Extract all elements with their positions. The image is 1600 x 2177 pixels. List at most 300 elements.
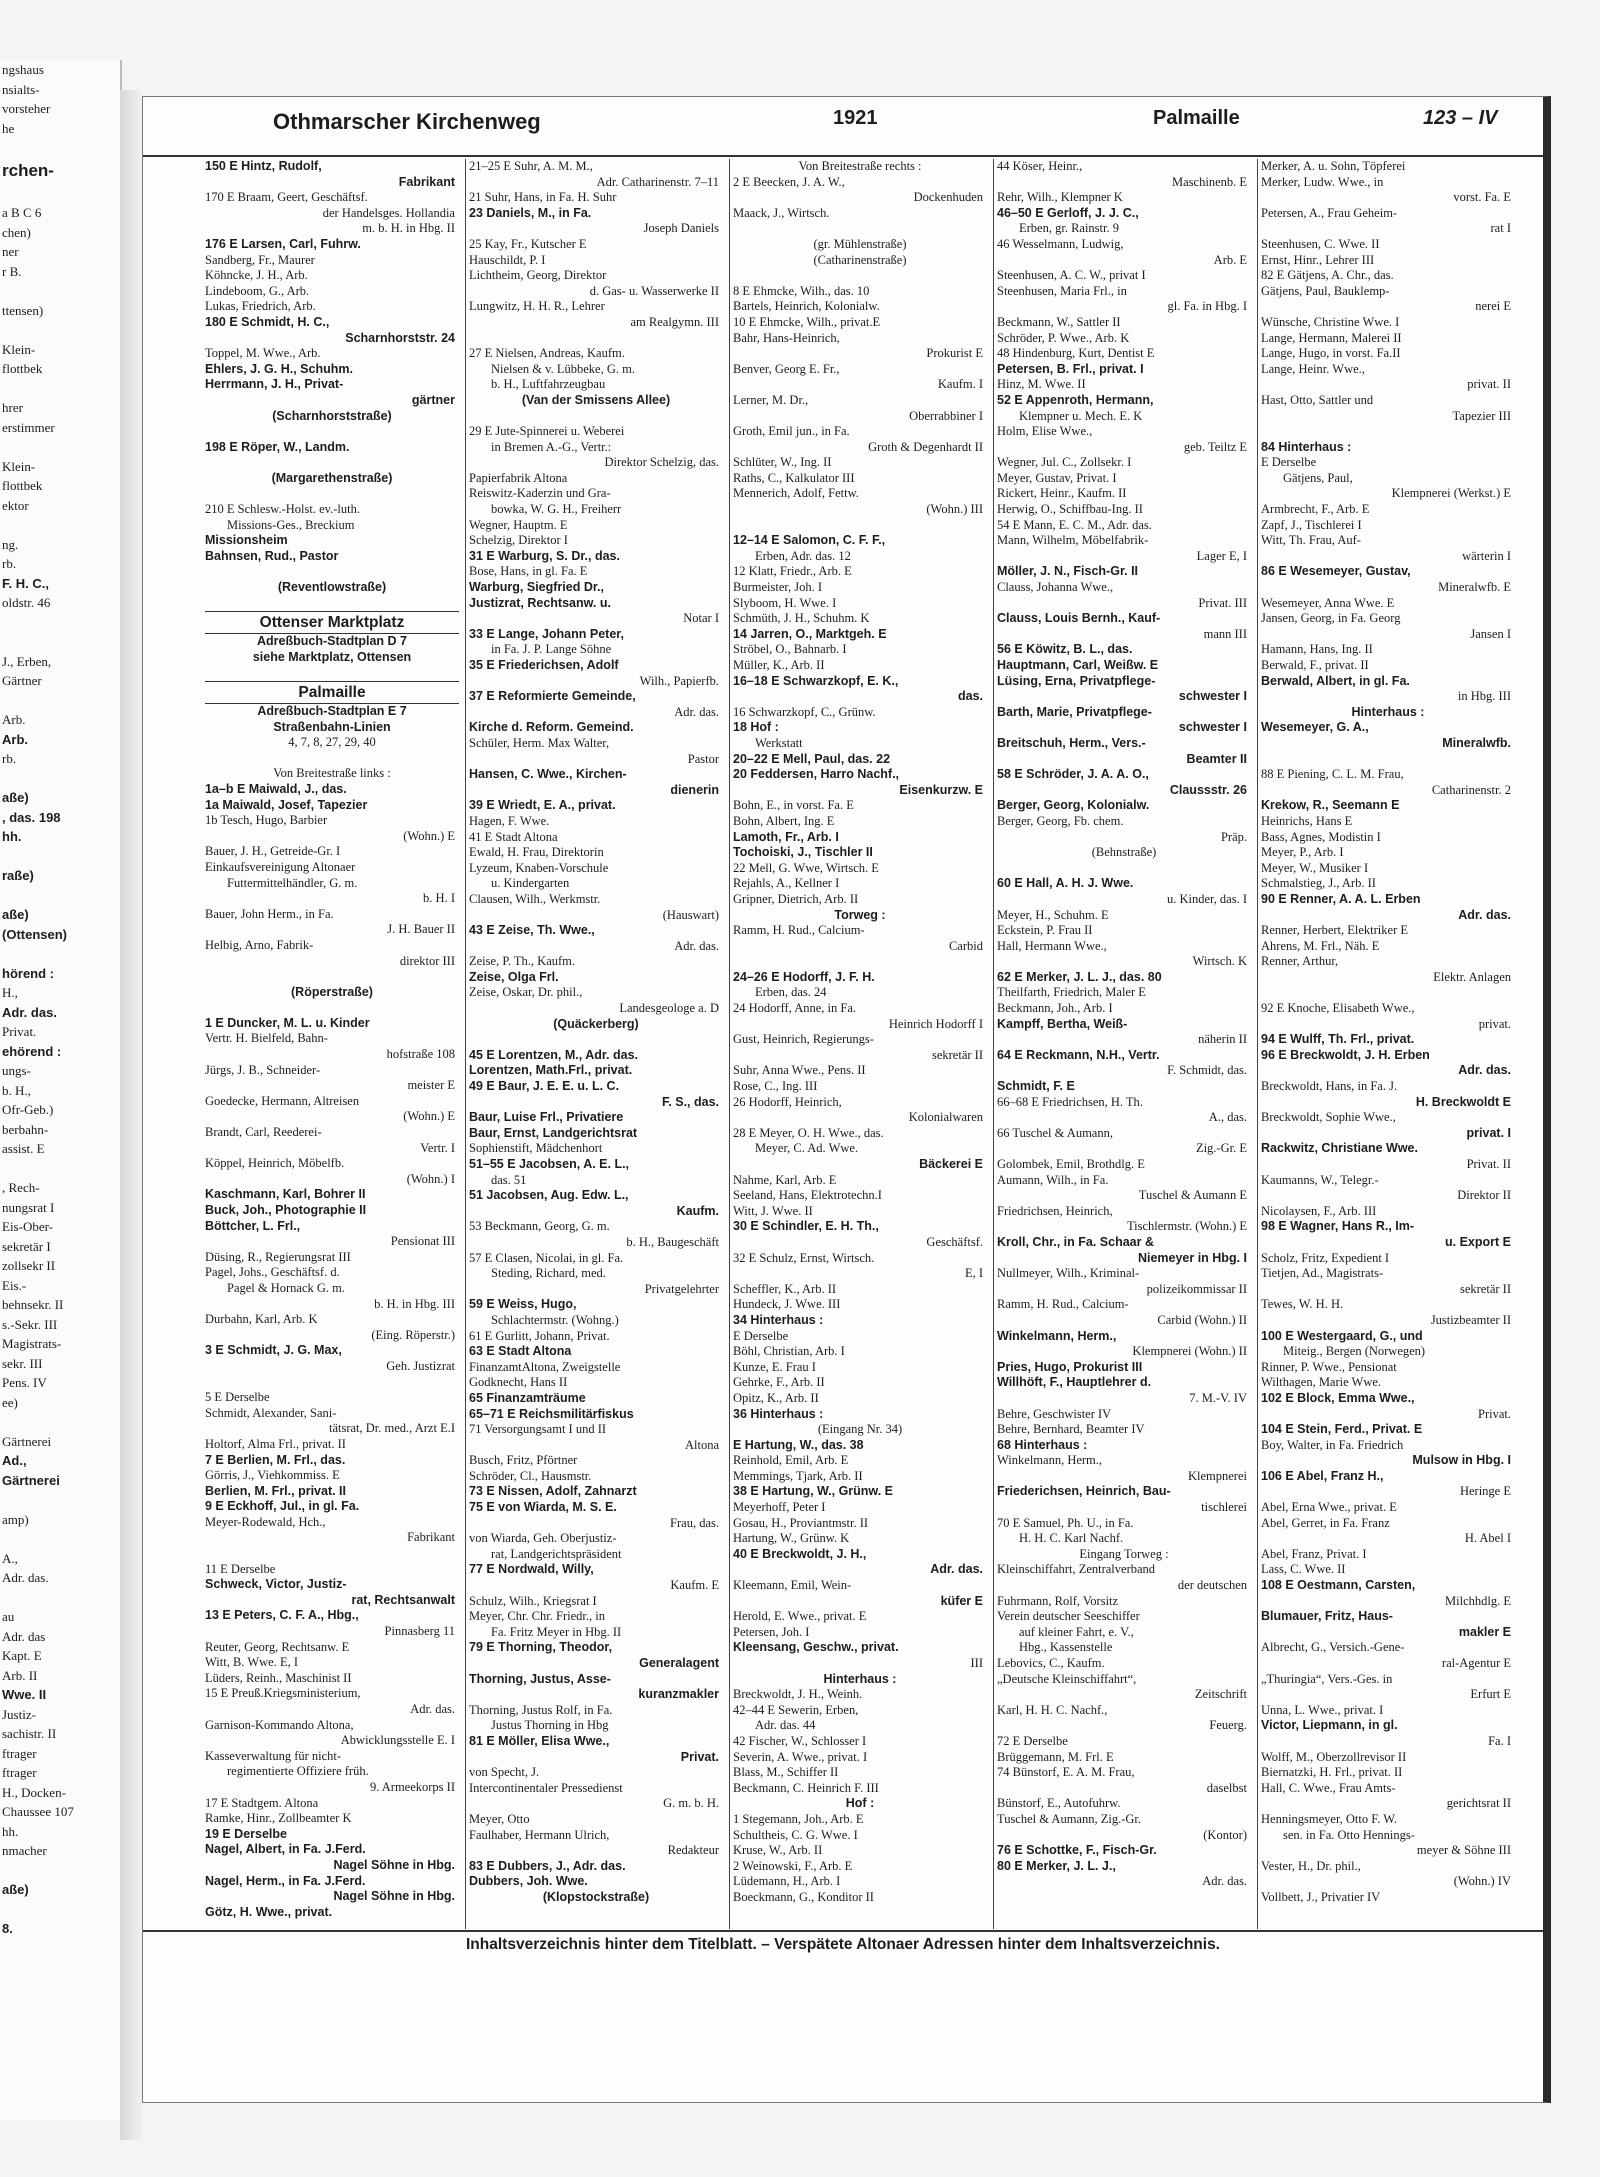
- directory-entry: „Deutsche Kleinschiffahrt“,: [997, 1671, 1137, 1686]
- directory-entry: Hbg., Kassenstelle: [1019, 1640, 1113, 1655]
- strip-line: Adr. das.: [2, 1570, 49, 1585]
- directory-entry: Eckstein, P. Frau II: [997, 923, 1093, 938]
- directory-entry: Berger, Georg, Fb. chem.: [997, 813, 1124, 828]
- directory-entry: Möller, J. N., Fisch-Gr. II: [997, 564, 1139, 579]
- directory-entry: Kaufm. E: [670, 1578, 719, 1593]
- directory-entry: 66–68 E Friedrichsen, H. Th.: [997, 1094, 1143, 1109]
- directory-entry: Lichtheim, Georg, Direktor: [469, 268, 607, 283]
- directory-entry: Friederichsen, Heinrich, Bau-: [997, 1484, 1171, 1499]
- directory-entry: 57 E Clasen, Nicolai, in gl. Fa.: [469, 1250, 624, 1265]
- directory-entry: vorst. Fa. E: [1453, 190, 1511, 205]
- directory-entry: Tochoiski, J., Tischler II: [733, 845, 873, 860]
- directory-entry: Elektr. Anlagen: [1433, 969, 1511, 984]
- directory-entry: Niemeyer in Hbg. I: [1137, 1250, 1247, 1265]
- directory-entry: 1 Stegemann, Joh., Arb. E: [733, 1811, 864, 1826]
- directory-entry: 48 Hindenburg, Kurt, Dentist E: [997, 346, 1155, 361]
- directory-entry: Lange, Hermann, Malerei II: [1261, 330, 1402, 345]
- strip-line: Wwe. II: [2, 1687, 47, 1702]
- directory-entry: 26 Hodorff, Heinrich,: [733, 1094, 842, 1109]
- directory-column-5: [1261, 159, 1515, 1919]
- directory-entry: Götz, H. Wwe., privat.: [205, 1904, 333, 1919]
- directory-entry: sekretär II: [931, 1047, 983, 1062]
- directory-entry: Adreßbuch-Stadtplan D 7: [256, 634, 407, 649]
- directory-entry: Armbrecht, F., Arb. E: [1261, 502, 1370, 517]
- directory-entry: gl. Fa. in Hbg. I: [1167, 299, 1247, 314]
- directory-entry: Renner, Arthur,: [1261, 954, 1339, 969]
- directory-entry: Steenhusen, C. Wwe. II: [1261, 236, 1380, 251]
- directory-entry: Lager E, I: [1196, 548, 1247, 563]
- directory-entry: Willhöft, F., Hauptlehrer d.: [997, 1375, 1152, 1390]
- directory-entry: Düsing, R., Regierungsrat III: [205, 1249, 351, 1264]
- directory-entry: 21–25 E Suhr, A. M. M.,: [469, 159, 593, 173]
- directory-entry: Meyer, P., Arb. I: [1261, 845, 1344, 860]
- directory-entry: [1261, 985, 1515, 1001]
- directory-entry: Ramke, Hinr., Zollbeamter K: [205, 1811, 352, 1826]
- directory-entry: Gosau, H., Proviantmstr. II: [733, 1515, 869, 1530]
- directory-entry: Mann, Wilhelm, Möbelfabrik-: [997, 533, 1149, 548]
- directory-entry: Nielsen & v. Lübbeke, G. m.: [491, 361, 635, 376]
- directory-entry: Torweg :: [834, 907, 886, 922]
- strip-line: Justiz-: [2, 1706, 36, 1722]
- directory-entry: Brüggemann, M. Frl. E: [997, 1749, 1114, 1764]
- directory-entry: Zeise, Oskar, Dr. phil.,: [469, 985, 583, 1000]
- directory-entry: Witt, J. Wwe. II: [733, 1203, 813, 1218]
- directory-entry: Müller, K., Arb. II: [733, 658, 825, 672]
- directory-entry: 24 Hodorff, Anne, in Fa.: [733, 1001, 857, 1016]
- directory-entry: 198 E Röper, W., Landm.: [205, 439, 350, 454]
- directory-entry: Witt, Th. Frau, Auf-: [1261, 533, 1361, 548]
- directory-entry: 41 E Stadt Altona: [469, 829, 558, 844]
- strip-line: [0, 379, 120, 399]
- directory-entry: Eingang Torweg :: [1079, 1546, 1169, 1561]
- directory-entry: Pinnasberg 11: [384, 1624, 455, 1639]
- directory-entry: Theilfarth, Friedrich, Maler E: [997, 985, 1146, 1000]
- directory-entry: Beckmann, C. Heinrich F. III: [733, 1780, 879, 1795]
- directory-entry: 36 Hinterhaus :: [733, 1406, 824, 1421]
- strip-line: ng.: [2, 536, 19, 552]
- directory-entry: Fabrikant: [398, 174, 455, 189]
- directory-entry: Lange, Hugo, in vorst. Fa.II: [1261, 346, 1401, 361]
- directory-entry: 37 E Reformierte Gemeinde,: [469, 689, 636, 704]
- directory-entry: 72 E Derselbe: [997, 1733, 1068, 1748]
- directory-entry: Schüler, Herm. Max Walter,: [469, 735, 610, 750]
- directory-entry: b. H. in Hbg. III: [374, 1296, 455, 1311]
- directory-entry: H. Abel I: [1464, 1531, 1511, 1546]
- street-name-right: Palmaille: [1153, 107, 1240, 129]
- directory-entry: 59 E Weiss, Hugo,: [469, 1297, 577, 1312]
- directory-entry: 14 Jarren, O., Marktgeh. E: [733, 626, 887, 641]
- directory-entry: 62 E Merker, J. L. J., das. 80: [997, 969, 1162, 984]
- directory-entry: Dubbers, Joh. Wwe.: [469, 1874, 588, 1889]
- directory-entry: Unna, L. Wwe., privat. I: [1261, 1702, 1384, 1717]
- directory-entry: Garnison-Kommando Altona,: [205, 1717, 354, 1732]
- strip-line: Adr. das: [2, 1628, 46, 1644]
- strip-line: H.,: [2, 985, 18, 1000]
- directory-entry: E Derselbe: [1261, 455, 1317, 470]
- directory-entry: tischlerei: [1201, 1500, 1247, 1515]
- directory-entry: nerei E: [1475, 299, 1511, 314]
- directory-entry: 86 E Wesemeyer, Gustav,: [1261, 564, 1411, 579]
- directory-entry: (Eing. Röperstr.): [371, 1327, 455, 1342]
- directory-entry: daselbst: [1206, 1780, 1247, 1795]
- strip-line: zollsekr II: [2, 1258, 56, 1273]
- directory-entry: 180 E Schmidt, H. C.,: [205, 314, 330, 329]
- directory-entry: Tuschel & Aumann E: [1138, 1188, 1247, 1203]
- strip-line: , Rech-: [2, 1180, 40, 1195]
- directory-entry: 77 E Nordwald, Willy,: [469, 1562, 594, 1577]
- directory-entry: 108 E Oestmann, Carsten,: [1261, 1578, 1416, 1593]
- strip-line: [0, 613, 120, 633]
- directory-entry: 9. Armeekorps II: [369, 1779, 455, 1794]
- directory-entry: Hauschildt, P. I: [469, 252, 546, 267]
- directory-entry: Winkelmann, Herm.,: [997, 1328, 1117, 1343]
- directory-entry: rat I: [1490, 221, 1511, 236]
- directory-entry: Privat. II: [1466, 1157, 1511, 1171]
- directory-entry: der deutschen: [1177, 1578, 1247, 1593]
- strip-line: oldstr. 46: [2, 595, 51, 610]
- directory-entry: Adreßbuch-Stadtplan E 7: [257, 704, 407, 718]
- directory-entry: Privat. III: [1198, 595, 1247, 610]
- directory-entry: Von Breitestraße rechts :: [798, 159, 922, 173]
- strip-line: chen): [2, 224, 31, 240]
- directory-entry: Mulsow in Hbg. I: [1412, 1453, 1511, 1468]
- directory-entry: Bose, Hans, in gl. Fa. E: [469, 564, 588, 579]
- directory-entry: (Klopstockstraße): [542, 1889, 650, 1904]
- directory-entry: privat. I: [1466, 1125, 1511, 1140]
- strip-line: hh.: [2, 1823, 19, 1839]
- directory-entry: Lüders, Reinh., Maschinist II: [205, 1670, 352, 1685]
- directory-entry: Blumauer, Fritz, Haus-: [1261, 1609, 1393, 1624]
- directory-entry: „Thuringia“, Vers.-Ges. in: [1261, 1671, 1393, 1686]
- directory-entry: 27 E Nielsen, Andreas, Kaufm.: [469, 346, 625, 361]
- strip-line: Klein-: [2, 341, 36, 357]
- directory-entry: schwester I: [1178, 689, 1247, 704]
- directory-entry: b. H. I: [423, 891, 455, 906]
- directory-entry: E, I: [964, 1266, 983, 1281]
- directory-entry: Behre, Geschwister IV: [997, 1406, 1112, 1421]
- directory-entry: Lerner, M. Dr.,: [733, 392, 809, 407]
- directory-entry: 176 E Larsen, Carl, Fuhrw.: [205, 236, 361, 251]
- directory-entry: Oberrabbiner I: [909, 408, 983, 423]
- directory-entry: (Kontor): [1203, 1827, 1247, 1842]
- directory-entry: 31 E Warburg, S. Dr., das.: [469, 548, 620, 563]
- directory-entry: 3 E Schmidt, J. G. Max,: [205, 1343, 342, 1358]
- directory-entry: Berger, Georg, Kolonialw.: [997, 798, 1150, 813]
- strip-line: [0, 886, 120, 906]
- directory-entry: Meyerhoff, Peter I: [733, 1500, 826, 1515]
- directory-entry: gärtner: [411, 392, 455, 407]
- directory-entry: 18 Hof :: [733, 720, 779, 735]
- directory-entry: u. Kindergarten: [491, 876, 570, 891]
- directory-entry: 19 E Derselbe: [205, 1826, 287, 1841]
- directory-entry: Adr. das.: [1458, 1063, 1511, 1078]
- directory-entry: Einkaufsvereinigung Altonaer: [205, 859, 356, 874]
- directory-entry: Schweck, Victor, Justiz-: [205, 1577, 347, 1592]
- directory-entry: Lebovics, C., Kaufm.: [997, 1656, 1105, 1670]
- directory-entry: 24–26 E Hodorff, J. F. H.: [733, 969, 875, 984]
- strip-line: Magistrats-: [2, 1336, 62, 1351]
- strip-line: aße): [2, 907, 29, 922]
- directory-entry: (Van der Smissens Allee): [521, 392, 671, 407]
- directory-entry: Direktor Schelzig, das.: [604, 455, 719, 470]
- directory-entry: Direktor II: [1457, 1188, 1511, 1203]
- strip-line: [0, 1588, 120, 1608]
- directory-entry: Adr. Catharinenstr. 7–11: [596, 174, 719, 189]
- directory-entry: Holm, Elise Wwe.,: [997, 424, 1093, 439]
- directory-entry: Wesemeyer, Anna Wwe. E: [1261, 595, 1395, 610]
- directory-entry: Fa. I: [1488, 1733, 1511, 1748]
- directory-entry: Kaufm. I: [937, 377, 983, 392]
- directory-entry: 20 Feddersen, Harro Nachf.,: [733, 767, 900, 782]
- directory-entry: siehe Marktplatz, Ottensen: [252, 649, 412, 664]
- directory-entry: Jürgs, J. B., Schneider-: [205, 1062, 321, 1077]
- directory-entry: Rinner, P. Wwe., Pensionat: [1261, 1359, 1397, 1374]
- directory-entry: Ahrens, M. Frl., Näh. E: [1261, 938, 1380, 953]
- directory-entry: (gr. Mühlenstraße): [813, 236, 907, 251]
- directory-entry: Gust, Heinrich, Regierungs-: [733, 1032, 874, 1047]
- directory-entry: Severin, A. Wwe., privat. I: [733, 1749, 868, 1764]
- directory-entry: 98 E Wagner, Hans R., Im-: [1261, 1219, 1415, 1234]
- directory-entry: Gätjens, Paul, Bauklemp-: [1261, 283, 1390, 298]
- strip-line: berbahn-: [2, 1121, 49, 1137]
- directory-entry: Catharinenstr. 2: [1431, 782, 1511, 797]
- directory-entry: Maschinenb. E: [1172, 174, 1247, 189]
- directory-entry: meyer & Söhne III: [1416, 1843, 1511, 1858]
- directory-entry: direktor III: [399, 953, 455, 968]
- directory-entry: 1a–b E Maiwald, J., das.: [205, 781, 347, 796]
- directory-entry: geb. Teiltz E: [1183, 439, 1247, 454]
- directory-entry: Scharnhorststr. 24: [345, 330, 455, 345]
- strip-line: Arb.: [2, 712, 26, 727]
- directory-entry: meister E: [407, 1078, 455, 1093]
- strip-line: Arb.: [2, 731, 28, 747]
- directory-entry: 7 E Berlien, M. Frl., das.: [205, 1452, 346, 1467]
- directory-entry: Tuschel & Aumann, Zig.-Gr.: [997, 1811, 1141, 1826]
- directory-entry: Warburg, Siegfried Dr.,: [469, 580, 604, 595]
- directory-entry: [205, 751, 459, 767]
- directory-entry: 34 Hinterhaus :: [733, 1312, 824, 1327]
- directory-entry: 42 Fischer, W., Schlosser I: [733, 1733, 867, 1748]
- directory-entry: Verein deutscher Seeschiffer: [997, 1609, 1140, 1624]
- column-divider: [729, 159, 730, 1929]
- directory-entry: b. H., Luftfahrzeugbau: [491, 377, 606, 392]
- directory-entry: Steenhusen, A. C. W., privat I: [997, 268, 1146, 283]
- directory-entry: Meyer, C. Ad. Wwe.: [755, 1141, 859, 1156]
- directory-entry: 11 E Derselbe: [205, 1561, 276, 1576]
- directory-entry: Altona: [684, 1437, 719, 1452]
- strip-line: hörend :: [2, 965, 54, 981]
- directory-entry: das.: [957, 689, 983, 704]
- directory-entry: Raths, C., Kalkulator III: [733, 470, 855, 485]
- directory-entry: 65–71 E Reichsmilitärfiskus: [469, 1406, 634, 1421]
- directory-entry: Carbid: [948, 938, 983, 953]
- directory-entry: Aumann, Wilh., in Fa.: [997, 1172, 1109, 1187]
- directory-entry: Kirche d. Reform. Gemeind.: [469, 720, 634, 735]
- directory-entry: Zig.-Gr. E: [1195, 1141, 1247, 1156]
- directory-entry: 1b Tesch, Hugo, Barbier: [205, 813, 328, 828]
- directory-entry: 17 E Stadtgem. Altona: [205, 1795, 319, 1810]
- directory-entry: 43 E Zeise, Th. Wwe.,: [469, 923, 595, 938]
- directory-entry: Privat.: [1478, 1406, 1511, 1421]
- directory-entry: Heringe E: [1459, 1484, 1511, 1499]
- directory-entry: (Catharinenstraße): [813, 252, 907, 267]
- directory-entry: Lange, Heinr. Wwe.,: [1261, 361, 1365, 376]
- directory-entry: Reinhold, Emil, Arb. E: [733, 1453, 849, 1468]
- directory-entry: [205, 1000, 459, 1016]
- directory-entry: Wirtsch. K: [1192, 954, 1247, 969]
- strip-line: , das. 198: [2, 809, 61, 825]
- directory-entry: Buck, Joh., Photographie II: [205, 1203, 367, 1217]
- strip-line: nmacher: [2, 1843, 47, 1858]
- directory-entry: Godknecht, Hans II: [469, 1375, 568, 1390]
- strip-line: ftrager: [2, 1765, 37, 1780]
- directory-entry: 39 E Wriedt, E. A., privat.: [469, 798, 616, 813]
- directory-entry: Bauer, John Herm., in Fa.: [205, 906, 334, 921]
- directory-entry: Bohn, Albert, Ing. E: [733, 813, 835, 828]
- directory-entry: Berwald, Albert, in gl. Fa.: [1261, 673, 1410, 688]
- directory-entry: Straßenbahn-Linien: [273, 719, 391, 734]
- directory-entry: 2 Weinowski, F., Arb. E: [733, 1858, 853, 1873]
- directory-entry: Landesgeologe a. D: [619, 1001, 719, 1016]
- directory-entry: Scholz, Fritz, Expedient I: [1261, 1250, 1390, 1265]
- directory-entry: 49 E Baur, J. E. E. u. L. C.: [469, 1079, 620, 1094]
- directory-entry: wärterin I: [1462, 548, 1511, 563]
- directory-entry: regimentierte Offiziere früh.: [227, 1764, 369, 1779]
- directory-entry: küfer E: [940, 1593, 983, 1608]
- directory-entry: Schröder, P. Wwe., Arb. K: [997, 330, 1130, 345]
- directory-entry: Maack, J., Wirtsch.: [733, 205, 830, 220]
- directory-entry: Sophienstift, Mädchenhort: [469, 1141, 603, 1156]
- strip-line: erstimmer: [2, 419, 55, 435]
- directory-entry: Böttcher, L. Frl.,: [205, 1218, 301, 1233]
- directory-entry: [205, 1546, 459, 1562]
- directory-entry: 44 Köser, Heinr.,: [997, 159, 1083, 173]
- directory-entry: 25 Kay, Fr., Kutscher E: [469, 236, 587, 251]
- strip-line: amp): [2, 1511, 29, 1527]
- directory-entry: Pries, Hugo, Prokurist III: [997, 1359, 1143, 1374]
- directory-entry: F. S., das.: [662, 1094, 719, 1109]
- directory-entry: 104 E Stein, Ferd., Privat. E: [1261, 1422, 1423, 1437]
- directory-entry: Beamter II: [1186, 751, 1247, 766]
- directory-entry: Schultheis, C. G. Wwe. I: [733, 1827, 858, 1842]
- strip-line: he: [2, 120, 15, 136]
- directory-entry: Slyboom, H. Wwe. I: [733, 595, 837, 610]
- directory-entry: Busch, Fritz, Pförtner: [469, 1453, 578, 1468]
- directory-entry: 74 Bünstorf, E. A. M. Frau,: [997, 1765, 1135, 1780]
- directory-entry: Opitz, K., Arb. II: [733, 1390, 819, 1405]
- directory-entry: rat, Rechtsanwalt: [351, 1592, 455, 1607]
- directory-entry: H. Breckwoldt E: [1415, 1094, 1511, 1109]
- directory-entry: 54 E Mann, E. C. M., Adr. das.: [997, 517, 1152, 532]
- directory-entry: Joseph Daniels: [643, 221, 719, 236]
- directory-entry: Geh. Justizrat: [386, 1358, 455, 1373]
- directory-entry: Privat.: [680, 1749, 719, 1764]
- strip-line: sekretär I: [2, 1238, 51, 1254]
- directory-entry: Klempner u. Mech. E. K: [1019, 408, 1143, 423]
- directory-entry: 46–50 E Gerloff, J. J. C.,: [997, 205, 1139, 220]
- directory-entry: 45 E Lorentzen, M., Adr. das.: [469, 1047, 639, 1062]
- directory-entry: 150 E Hintz, Rudolf,: [205, 159, 322, 173]
- directory-entry: Abel, Gerret, in Fa. Franz: [1261, 1515, 1390, 1530]
- strip-line: hh.: [2, 829, 22, 844]
- directory-entry: b. H., Baugeschäft: [626, 1234, 719, 1249]
- directory-entry: Kasseverwaltung für nicht-: [205, 1748, 342, 1763]
- directory-entry: Benver, Georg E. Fr.,: [733, 361, 840, 376]
- directory-entry: Adr. das. 44: [755, 1718, 816, 1733]
- strip-line: [0, 944, 120, 964]
- strip-line: Gärtnerei: [2, 1433, 52, 1449]
- directory-entry: Wegner, Jul. C., Zollsekr. I: [997, 455, 1132, 470]
- directory-entry: Pagel, Johs., Geschäftsf. d.: [205, 1265, 340, 1280]
- directory-entry: Nagel, Albert, in Fa. J.Ferd.: [205, 1842, 366, 1857]
- strip-line: assist. E: [2, 1141, 45, 1156]
- directory-entry: Herwig, O., Schiffbau-Ing. II: [997, 502, 1143, 517]
- directory-entry: Claussstr. 26: [1169, 782, 1247, 797]
- directory-entry: [469, 331, 723, 347]
- directory-entry: Papierfabrik Altona: [469, 470, 568, 485]
- directory-entry: 102 E Block, Emma Wwe.,: [1261, 1390, 1415, 1405]
- strip-line: aße): [2, 790, 29, 805]
- directory-entry: Meyer, H., Schuhm. E: [997, 907, 1109, 922]
- directory-entry: auf kleiner Fahrt, e. V.,: [1019, 1624, 1134, 1639]
- directory-entry: Bartels, Heinrich, Kolonialw.: [733, 299, 880, 314]
- directory-entry: Witt, B. Wwe. E, I: [205, 1655, 298, 1670]
- directory-entry: Hagen, F. Wwe.: [469, 813, 550, 828]
- strip-line: ungs-: [2, 1063, 31, 1078]
- directory-entry: Meyer-Rodewald, Hch.,: [205, 1514, 326, 1529]
- strip-line: [0, 691, 120, 711]
- directory-entry: 28 E Meyer, O. H. Wwe., das.: [733, 1125, 884, 1140]
- year-label: 1921: [833, 107, 878, 129]
- directory-entry: Adr. das.: [674, 704, 719, 719]
- directory-entry: Steding, Richard, med.: [491, 1266, 606, 1281]
- directory-entry: FinanzamtAltona, Zweigstelle: [469, 1359, 621, 1374]
- directory-entry: tätsrat, Dr. med., Arzt E.I: [328, 1421, 455, 1436]
- directory-entry: Boeckmann, G., Konditor II: [733, 1889, 874, 1904]
- directory-entry: Präp.: [1220, 829, 1247, 844]
- strip-line: [0, 184, 120, 204]
- directory-entry: 12 Klatt, Friedr., Arb. E: [733, 564, 852, 579]
- directory-entry: 7. M.-V. IV: [1189, 1390, 1247, 1405]
- directory-entry: 8 E Ehmcke, Wilh., das. 10: [733, 283, 870, 298]
- directory-entry: Adr. das.: [930, 1562, 983, 1577]
- column-divider: [465, 159, 466, 1929]
- strip-line: [0, 320, 120, 340]
- directory-entry: Nagel Söhne in Hbg.: [333, 1857, 455, 1872]
- section-heading: Ottenser Marktplatz: [205, 611, 459, 634]
- directory-entry: [205, 424, 459, 440]
- directory-entry: Renner, Herbert, Elektriker E: [1261, 923, 1409, 938]
- directory-entry: von Specht, J.: [469, 1765, 540, 1780]
- directory-entry: 4, 7, 8, 27, 29, 40: [288, 735, 376, 750]
- directory-entry: 1 E Duncker, M. L. u. Kinder: [205, 1015, 370, 1030]
- directory-entry: 68 Hinterhaus :: [997, 1437, 1088, 1452]
- directory-entry: Kaumanns, W., Telegr.-: [1261, 1172, 1379, 1187]
- directory-entry: 170 E Braam, Geert, Geschäftsf.: [205, 190, 368, 205]
- directory-entry: Bahr, Hans-Heinrich,: [733, 330, 840, 345]
- column-divider: [993, 159, 994, 1929]
- strip-line: vorsteher: [2, 101, 51, 116]
- directory-entry: Klempnerei (Werkst.) E: [1391, 486, 1511, 501]
- directory-entry: [205, 564, 459, 580]
- directory-entry: 5 E Derselbe: [205, 1390, 270, 1405]
- directory-entry: Vertr. I: [420, 1140, 455, 1155]
- directory-entry: Heinrich Hodorff I: [888, 1016, 983, 1031]
- directory-entry: A., das.: [1208, 1110, 1247, 1125]
- directory-entry: Meyer, Otto: [469, 1811, 530, 1826]
- directory-entry: 63 E Stadt Altona: [469, 1344, 572, 1359]
- strip-line: Arb. II: [2, 1667, 38, 1683]
